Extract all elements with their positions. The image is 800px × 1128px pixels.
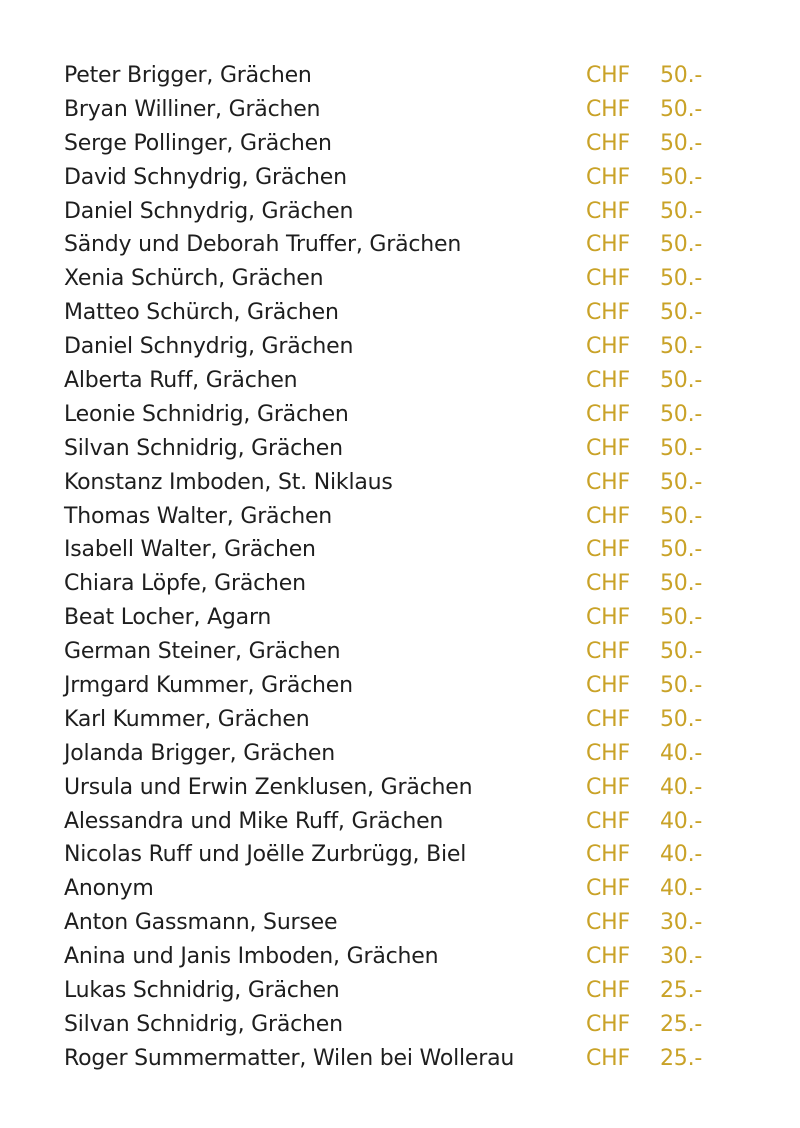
donor-currency: CHF bbox=[586, 130, 630, 156]
donor-amount: 25.- bbox=[660, 1011, 703, 1037]
list-item bbox=[64, 398, 744, 432]
donor-name: Daniel Schnydrig, Grächen bbox=[64, 334, 354, 360]
donor-name: Leonie Schnidrig, Grächen bbox=[64, 401, 349, 427]
donor-name: Roger Summermatter, Wilen bei Wollerau bbox=[64, 1045, 515, 1071]
list-item bbox=[64, 330, 744, 364]
donor-amount: 40.- bbox=[660, 808, 703, 834]
donor-currency: CHF bbox=[586, 401, 630, 427]
donor-amount: 25.- bbox=[660, 978, 703, 1004]
donor-amount: 50.- bbox=[660, 706, 703, 732]
list-item bbox=[64, 195, 744, 229]
donor-amount: 50.- bbox=[660, 639, 703, 665]
donor-name: Alberta Ruff, Grächen bbox=[64, 368, 298, 394]
donor-amount: 50.- bbox=[660, 63, 703, 88]
donor-amount: 50.- bbox=[660, 96, 703, 122]
donor-currency: CHF bbox=[586, 469, 630, 495]
list-item bbox=[64, 161, 744, 195]
list-item bbox=[64, 940, 744, 974]
donor-name: Anonym bbox=[64, 876, 154, 902]
donor-currency: CHF bbox=[586, 571, 630, 597]
list-item bbox=[64, 262, 744, 296]
donor-name: Anton Gassmann, Sursee bbox=[64, 910, 338, 936]
list-item bbox=[64, 601, 744, 635]
donor-currency: CHF bbox=[586, 96, 630, 122]
donor-name: Xenia Schürch, Grächen bbox=[64, 266, 324, 292]
donor-name: Karl Kummer, Grächen bbox=[64, 706, 310, 732]
donor-currency: CHF bbox=[586, 876, 630, 902]
donor-amount: 50.- bbox=[660, 300, 703, 326]
donor-name: Ursula und Erwin Zenklusen, Grächen bbox=[64, 774, 473, 800]
list-item bbox=[64, 838, 744, 872]
donor-currency: CHF bbox=[586, 842, 630, 868]
donor-amount: 25.- bbox=[660, 1045, 703, 1071]
donor-currency: CHF bbox=[586, 910, 630, 936]
donor-amount: 40.- bbox=[660, 876, 703, 902]
donor-name: Peter Brigger, Grächen bbox=[64, 63, 312, 88]
list-item bbox=[64, 567, 744, 601]
donor-name: Beat Locher, Agarn bbox=[64, 605, 272, 631]
donor-currency: CHF bbox=[586, 266, 630, 292]
donor-amount: 50.- bbox=[660, 673, 703, 699]
donor-currency: CHF bbox=[586, 673, 630, 699]
donor-currency: CHF bbox=[586, 537, 630, 563]
donor-currency: CHF bbox=[586, 164, 630, 190]
donor-name: Silvan Schnidrig, Grächen bbox=[64, 435, 343, 461]
list-item bbox=[64, 805, 744, 839]
donor-amount: 50.- bbox=[660, 503, 703, 529]
donor-name: Sändy und Deborah Truffer, Grächen bbox=[64, 232, 462, 258]
donor-list bbox=[64, 59, 744, 1076]
donor-currency: CHF bbox=[586, 740, 630, 766]
donor-currency: CHF bbox=[586, 639, 630, 665]
donor-name: Anina und Janis Imboden, Grächen bbox=[64, 944, 439, 970]
donor-name: Konstanz Imboden, St. Niklaus bbox=[64, 469, 393, 495]
donor-name: Isabell Walter, Grächen bbox=[64, 537, 316, 563]
donor-currency: CHF bbox=[586, 300, 630, 326]
list-item bbox=[64, 500, 744, 534]
donor-amount: 30.- bbox=[660, 910, 703, 936]
donor-amount: 40.- bbox=[660, 842, 703, 868]
donor-name: Serge Pollinger, Grächen bbox=[64, 130, 332, 156]
donor-amount: 50.- bbox=[660, 232, 703, 258]
list-item bbox=[64, 872, 744, 906]
donor-currency: CHF bbox=[586, 368, 630, 394]
donor-amount: 50.- bbox=[660, 334, 703, 360]
donor-currency: CHF bbox=[586, 808, 630, 834]
donor-currency: CHF bbox=[586, 334, 630, 360]
list-item bbox=[64, 669, 744, 703]
list-item bbox=[64, 533, 744, 567]
list-item bbox=[64, 1042, 744, 1076]
donor-currency: CHF bbox=[586, 198, 630, 224]
donor-amount: 50.- bbox=[660, 435, 703, 461]
donor-name: German Steiner, Grächen bbox=[64, 639, 341, 665]
donor-amount: 50.- bbox=[660, 571, 703, 597]
donor-amount: 50.- bbox=[660, 469, 703, 495]
donor-currency: CHF bbox=[586, 1011, 630, 1037]
list-item bbox=[64, 364, 744, 398]
donor-name: Bryan Williner, Grächen bbox=[64, 96, 321, 122]
list-item bbox=[64, 635, 744, 669]
donor-currency: CHF bbox=[586, 232, 630, 258]
list-item bbox=[64, 906, 744, 940]
donor-currency: CHF bbox=[586, 503, 630, 529]
donor-amount: 40.- bbox=[660, 740, 703, 766]
donor-amount: 50.- bbox=[660, 605, 703, 631]
donor-amount: 50.- bbox=[660, 368, 703, 394]
donor-amount: 50.- bbox=[660, 266, 703, 292]
donor-name: Nicolas Ruff und Joëlle Zurbrügg, Biel bbox=[64, 842, 467, 868]
donor-amount: 30.- bbox=[660, 944, 703, 970]
list-item bbox=[64, 93, 744, 127]
donor-amount: 50.- bbox=[660, 198, 703, 224]
list-item bbox=[64, 737, 744, 771]
list-item bbox=[64, 59, 744, 93]
list-item bbox=[64, 127, 744, 161]
list-item bbox=[64, 974, 744, 1008]
donor-amount: 40.- bbox=[660, 774, 703, 800]
list-item bbox=[64, 466, 744, 500]
donor-amount: 50.- bbox=[660, 401, 703, 427]
donor-currency: CHF bbox=[586, 774, 630, 800]
donor-name: Chiara Löpfe, Grächen bbox=[64, 571, 306, 597]
list-item bbox=[64, 771, 744, 805]
donor-currency: CHF bbox=[586, 605, 630, 631]
donor-currency: CHF bbox=[586, 978, 630, 1004]
donor-currency: CHF bbox=[586, 63, 630, 88]
donor-amount: 50.- bbox=[660, 130, 703, 156]
donor-name: Daniel Schnydrig, Grächen bbox=[64, 198, 354, 224]
donor-name: Alessandra und Mike Ruff, Grächen bbox=[64, 808, 444, 834]
list-item bbox=[64, 703, 744, 737]
donor-amount: 50.- bbox=[660, 164, 703, 190]
donor-name: David Schnydrig, Grächen bbox=[64, 164, 347, 190]
list-item bbox=[64, 432, 744, 466]
donor-name: Jrmgard Kummer, Grächen bbox=[64, 673, 353, 699]
donor-name: Jolanda Brigger, Grächen bbox=[64, 740, 335, 766]
donor-currency: CHF bbox=[586, 1045, 630, 1071]
donor-name: Matteo Schürch, Grächen bbox=[64, 300, 339, 326]
list-item bbox=[64, 228, 744, 262]
donor-currency: CHF bbox=[586, 944, 630, 970]
donor-name: Lukas Schnidrig, Grächen bbox=[64, 978, 340, 1004]
donor-amount: 50.- bbox=[660, 537, 703, 563]
list-item bbox=[64, 1008, 744, 1042]
donor-name: Thomas Walter, Grächen bbox=[64, 503, 333, 529]
list-item bbox=[64, 296, 744, 330]
donor-currency: CHF bbox=[586, 435, 630, 461]
donor-currency: CHF bbox=[586, 706, 630, 732]
donor-name: Silvan Schnidrig, Grächen bbox=[64, 1011, 343, 1037]
